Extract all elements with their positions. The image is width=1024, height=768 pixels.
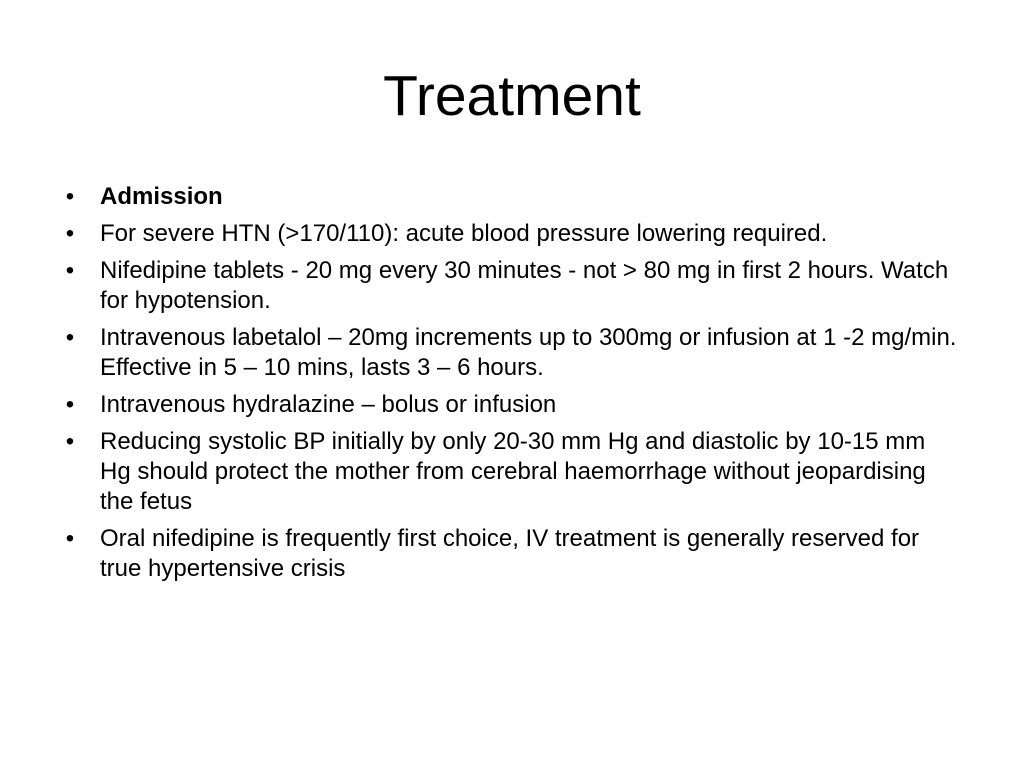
bullet-dot-icon: • — [65, 257, 75, 284]
bullet-list — [60, 182, 960, 591]
bullet-text: Nifedipine tablets - 20 mg every 30 minutes - not > 80 mg in first 2 hours. Watch for hypotension. — [100, 257, 949, 314]
bullet-dot-icon: • — [65, 391, 75, 418]
bullet-text: Intravenous labetalol – 20mg increments up to 300mg or infusion at 1 -2 mg/min. Effective in 5 – 10 mins, lasts 3 – 6 hours. — [100, 324, 957, 381]
bullet-text: Oral nifedipine is frequently first choice, IV treatment is generally reserved for true hypertensive crisis — [100, 525, 920, 582]
bullet-text: Reducing systolic BP initially by only 20-30 mm Hg and diastolic by 10-15 mm Hg should protect the mother from cerebral haemorrhage without jeopardising the fetus — [100, 428, 926, 515]
bullet-dot-icon: • — [65, 428, 75, 455]
bullet-item-hydralazine — [60, 390, 960, 420]
bullet-text: Admission — [100, 183, 223, 210]
bullet-item-severe-htn — [60, 219, 960, 249]
bullet-text: Intravenous hydralazine – bolus or infusion — [100, 391, 557, 418]
bullet-item-nifedipine — [60, 256, 960, 316]
bullet-item-labetalol — [60, 323, 960, 383]
bullet-item-admission — [60, 182, 960, 212]
bullet-dot-icon: • — [65, 183, 75, 210]
bullet-item-oral-nifedipine — [60, 524, 960, 584]
bullet-dot-icon: • — [65, 525, 75, 552]
slide-title: Treatment — [383, 64, 641, 128]
bullet-text: For severe HTN (>170/110): acute blood pressure lowering required. — [100, 220, 828, 247]
bullet-dot-icon: • — [65, 220, 75, 247]
bullet-item-reducing-bp — [60, 427, 960, 517]
bullet-dot-icon: • — [65, 324, 75, 351]
